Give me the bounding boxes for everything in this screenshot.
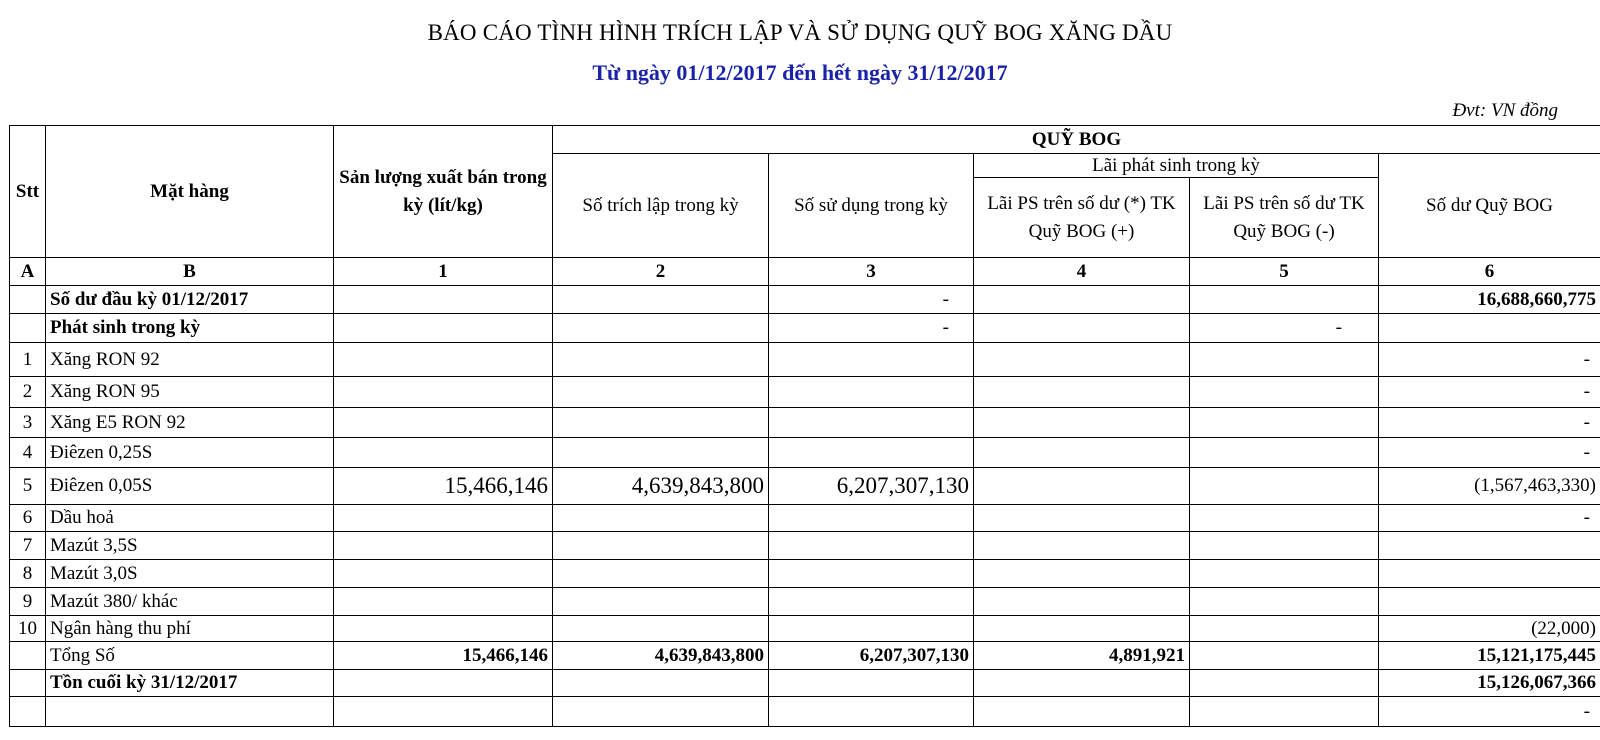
row-allocated [553,343,769,377]
row-interest-minus [1190,408,1379,438]
row-interest-minus [1190,286,1379,314]
row-used [769,505,974,532]
row-interest-minus [1190,560,1379,588]
report-period: Từ ngày 01/12/2017 đến hết ngày 31/12/2017 [592,60,1008,85]
row-used [769,588,974,616]
table-row [10,616,1600,642]
row-balance: 15,126,067,366 [1379,670,1600,697]
row-interest-minus [1190,438,1379,468]
row-used [769,343,974,377]
row-product-name: Xăng RON 92 [46,343,334,377]
row-interest-plus [974,408,1190,438]
table-row [10,642,1600,670]
row-sales-volume [334,616,553,642]
row-allocated [553,560,769,588]
row-stt [10,314,46,343]
table-row [10,697,1600,727]
row-balance: - [1379,408,1600,438]
row-interest-minus [1190,642,1379,670]
row-product-name: Tổng Số [46,642,334,670]
row-stt [10,670,46,697]
row-allocated: 4,639,843,800 [553,642,769,670]
row-used: 6,207,307,130 [769,468,974,505]
row-sales-volume [334,505,553,532]
row-balance: (1,567,463,330) [1379,468,1600,505]
row-stt: 5 [10,468,46,505]
table-row [10,560,1600,588]
header-balance: Số dư Quỹ BOG [1379,154,1600,258]
row-balance: (22,000) [1379,616,1600,642]
row-stt [10,697,46,727]
row-stt: 8 [10,560,46,588]
row-product-name: Dầu hoả [46,505,334,532]
row-used [769,560,974,588]
row-interest-minus: - [1190,314,1379,343]
row-stt: 7 [10,532,46,560]
row-used [769,697,974,727]
row-balance: 16,688,660,775 [1379,286,1600,314]
row-sales-volume [334,377,553,408]
currency-unit: Đvt: VN đồng [1452,100,1558,121]
header-stt: Stt [10,126,46,258]
column-code-row [10,258,1600,286]
row-interest-plus [974,314,1190,343]
row-balance: - [1379,377,1600,408]
row-stt: 9 [10,588,46,616]
row-sales-volume [334,588,553,616]
row-interest-plus [974,560,1190,588]
row-allocated [553,314,769,343]
row-stt: 1 [10,343,46,377]
row-product-name: Ngân hàng thu phí [46,616,334,642]
row-used [769,377,974,408]
row-interest-plus [974,670,1190,697]
row-interest-plus [974,343,1190,377]
header-used: Số sử dụng trong kỳ [769,154,974,258]
row-interest-minus [1190,532,1379,560]
row-product-name: Mazút 380/ khác [46,588,334,616]
header-interest-plus: Lãi PS trên số dư (*) TK Quỹ BOG (+) [974,178,1190,258]
row-product-name: Điêzen 0,05S [46,468,334,505]
header-product: Mặt hàng [46,126,334,258]
row-allocated [553,438,769,468]
row-used [769,438,974,468]
row-stt: 4 [10,438,46,468]
row-product-name: Số dư đầu kỳ 01/12/2017 [46,286,334,314]
row-allocated [553,697,769,727]
row-allocated [553,408,769,438]
row-interest-plus [974,697,1190,727]
row-sales-volume [334,314,553,343]
header-interest: Lãi phát sinh trong kỳ [974,154,1379,178]
row-stt: 10 [10,616,46,642]
row-used: - [769,314,974,343]
row-interest-minus [1190,588,1379,616]
row-balance [1379,314,1600,343]
row-interest-plus [974,616,1190,642]
row-stt: 3 [10,408,46,438]
table-row [10,408,1600,438]
column-code: 3 [769,258,974,286]
row-allocated: 4,639,843,800 [553,468,769,505]
row-sales-volume: 15,466,146 [334,468,553,505]
row-sales-volume [334,697,553,727]
row-sales-volume [334,438,553,468]
row-sales-volume [334,286,553,314]
column-code: B [46,258,334,286]
row-used [769,408,974,438]
row-product-name [46,697,334,727]
row-balance [1379,560,1600,588]
header-allocated: Số trích lập trong kỳ [553,154,769,258]
column-code: 5 [1190,258,1379,286]
row-interest-plus [974,505,1190,532]
row-stt: 2 [10,377,46,408]
table-row [10,314,1600,343]
row-product-name: Điêzen 0,25S [46,438,334,468]
row-interest-minus [1190,343,1379,377]
row-sales-volume [334,532,553,560]
header-interest-minus: Lãi PS trên số dư TK Quỹ BOG (-) [1190,178,1379,258]
row-balance: - [1379,505,1600,532]
row-stt [10,642,46,670]
table-row [10,438,1600,468]
row-used [769,532,974,560]
row-balance [1379,588,1600,616]
row-sales-volume: 15,466,146 [334,642,553,670]
row-stt: 6 [10,505,46,532]
row-product-name: Mazút 3,5S [46,532,334,560]
row-product-name: Phát sinh trong kỳ [46,314,334,343]
table-row [10,588,1600,616]
row-balance: - [1379,438,1600,468]
row-interest-minus [1190,616,1379,642]
table-row [10,343,1600,377]
table-row [10,532,1600,560]
header-bog-fund: QUỸ BOG [553,126,1600,154]
row-interest-plus [974,588,1190,616]
report-title: BÁO CÁO TÌNH HÌNH TRÍCH LẬP VÀ SỬ DỤNG QUỸ BOG XĂNG DẦU [427,20,1173,45]
row-interest-plus [974,377,1190,408]
row-allocated [553,588,769,616]
row-balance [1379,532,1600,560]
table-row [10,377,1600,408]
row-interest-minus [1190,377,1379,408]
row-product-name: Xăng RON 95 [46,377,334,408]
row-interest-plus [974,438,1190,468]
row-allocated [553,616,769,642]
row-allocated [553,532,769,560]
row-interest-minus [1190,697,1379,727]
row-used [769,670,974,697]
row-sales-volume [334,670,553,697]
row-product-name: Mazút 3,0S [46,560,334,588]
column-code: 4 [974,258,1190,286]
column-code: 1 [334,258,553,286]
row-used: 6,207,307,130 [769,642,974,670]
row-balance: - [1379,343,1600,377]
row-product-name: Tồn cuối kỳ 31/12/2017 [46,670,334,697]
row-interest-plus: 4,891,921 [974,642,1190,670]
table-row [10,670,1600,697]
row-interest-plus [974,286,1190,314]
table-row [10,505,1600,532]
column-code: 6 [1379,258,1600,286]
row-allocated [553,377,769,408]
header-sales-volume: Sản lượng xuất bán trong kỳ (lít/kg) [334,126,553,258]
row-used [769,616,974,642]
row-sales-volume [334,560,553,588]
column-code: A [10,258,46,286]
row-balance: 15,121,175,445 [1379,642,1600,670]
row-stt [10,286,46,314]
row-interest-minus [1190,468,1379,505]
row-allocated [553,286,769,314]
row-used: - [769,286,974,314]
row-balance: - [1379,697,1600,727]
row-sales-volume [334,343,553,377]
row-allocated [553,505,769,532]
row-interest-plus [974,468,1190,505]
column-code: 2 [553,258,769,286]
row-allocated [553,670,769,697]
row-sales-volume [334,408,553,438]
table-row [10,468,1600,505]
row-interest-minus [1190,505,1379,532]
row-interest-minus [1190,670,1379,697]
bog-fund-table [9,125,1600,727]
table-row [10,286,1600,314]
row-product-name: Xăng E5 RON 92 [46,408,334,438]
row-interest-plus [974,532,1190,560]
